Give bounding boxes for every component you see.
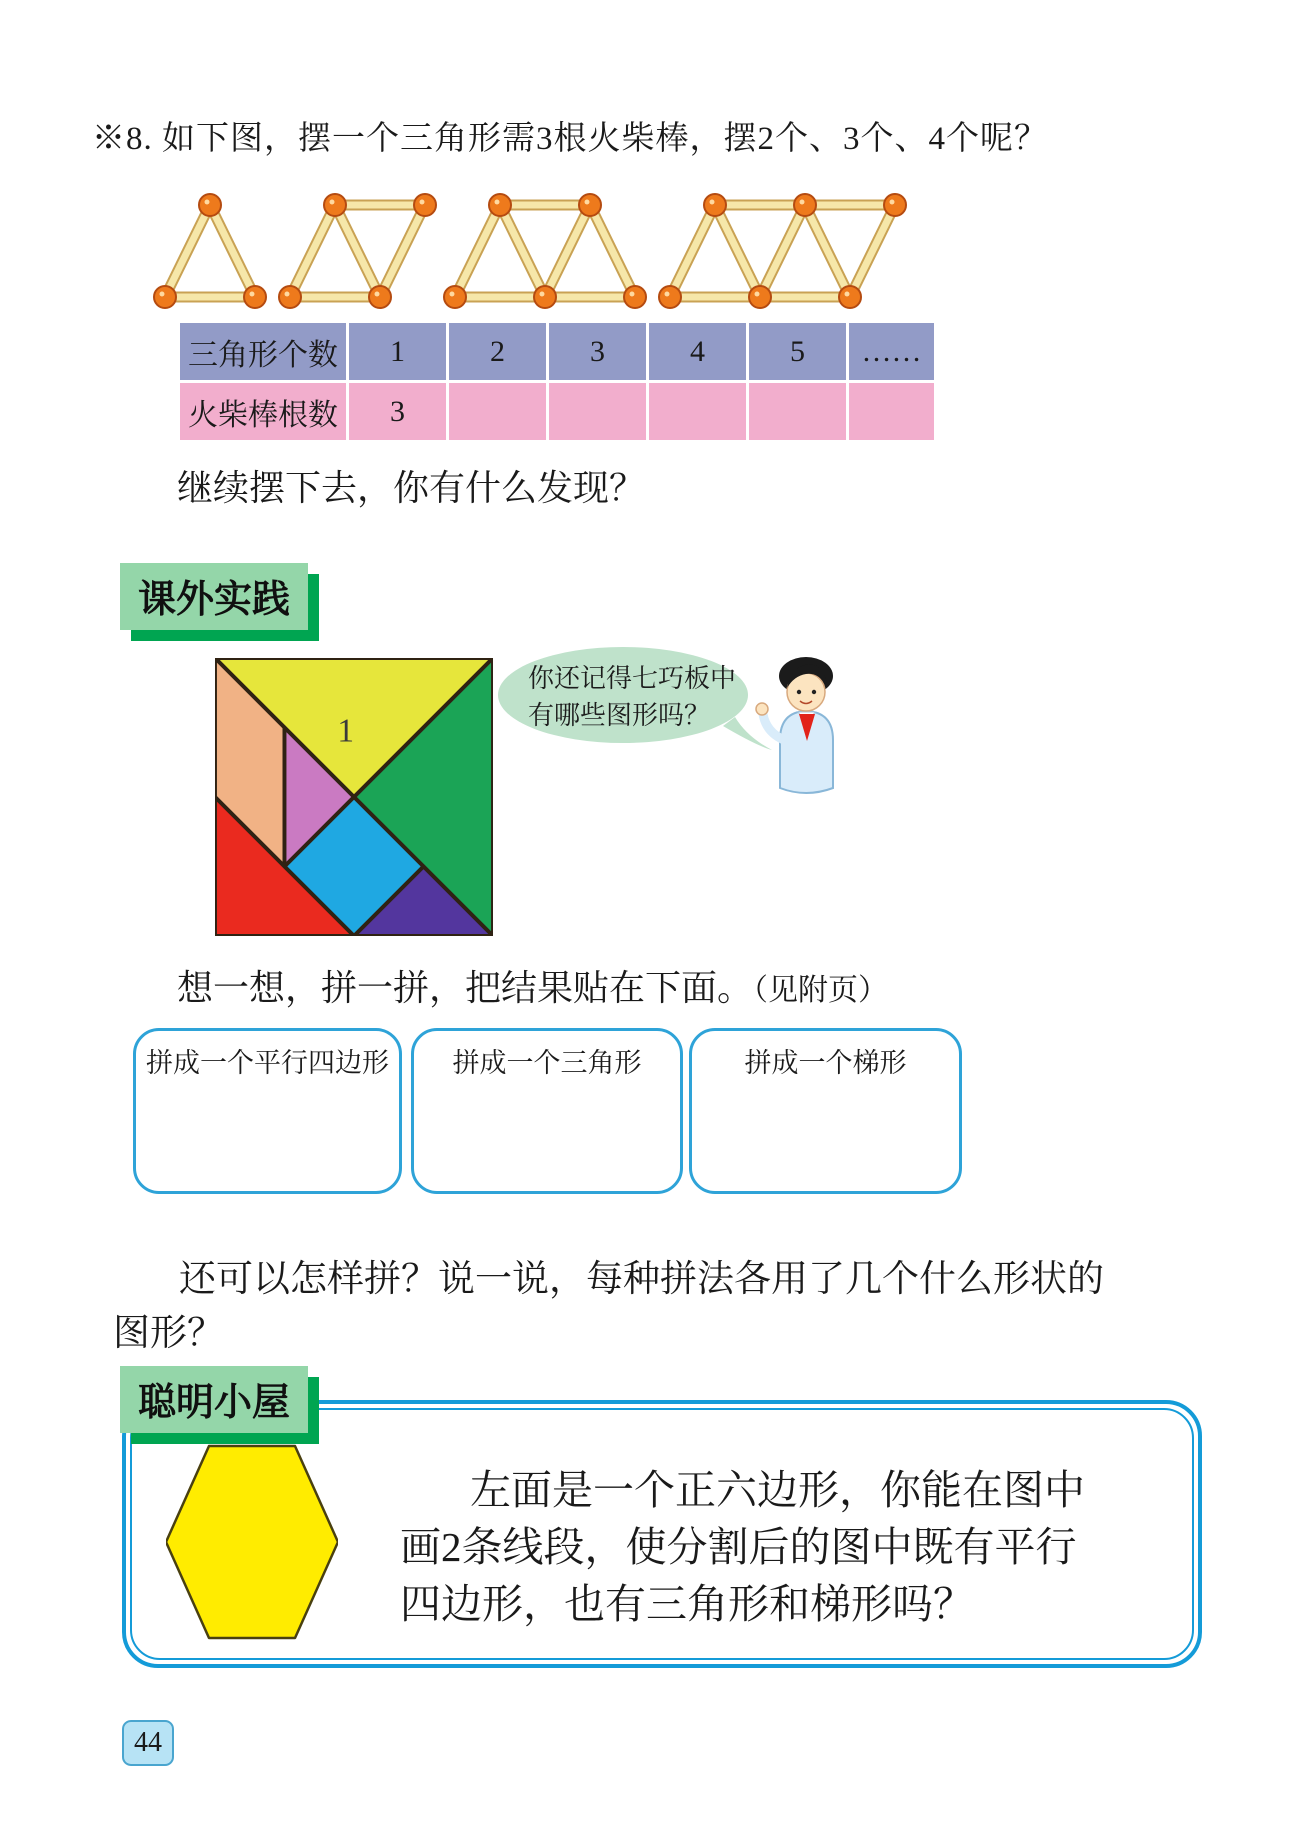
table-cell: 2 xyxy=(448,322,548,382)
paste-box-label: 拼成一个平行四边形 xyxy=(146,1048,389,1078)
table-cell xyxy=(548,382,648,442)
speech-bubble-line-2: 有哪些图形吗？ xyxy=(528,701,711,730)
matchstick-heads xyxy=(154,194,906,308)
table-row-header: 火柴棒根数 xyxy=(179,382,348,442)
paste-instruction xyxy=(177,960,888,1011)
smart-house-text xyxy=(400,1462,1085,1633)
matchstick-triangles-figure xyxy=(150,165,910,315)
page-number-badge: 44 xyxy=(122,1720,174,1766)
paste-box-trapezoid xyxy=(689,1028,962,1194)
paste-instruction-text: 想一想，拼一拼，把结果贴在下面。 xyxy=(177,968,754,1008)
table-cell xyxy=(648,382,748,442)
paste-instruction-note: （见附页） xyxy=(753,974,889,1007)
table-cell xyxy=(848,382,936,442)
practice-badge-label: 课外实践 xyxy=(120,563,308,630)
table-row-header: 三角形个数 xyxy=(179,322,348,382)
question-8-followup: 继续摆下去，你有什么发现？ xyxy=(177,468,646,508)
table-row-triangles xyxy=(179,322,936,382)
table-cell: 1 xyxy=(348,322,448,382)
table-cell: 3 xyxy=(348,382,448,442)
speech-bubble-line-1: 你还记得七巧板中 xyxy=(528,664,737,693)
smart-house-line-3: 四边形，也有三角形和梯形吗？ xyxy=(400,1581,974,1627)
table-row-matchsticks xyxy=(179,382,936,442)
paste-box-triangle xyxy=(411,1028,683,1194)
table-cell: …… xyxy=(848,322,936,382)
paste-box-label: 拼成一个梯形 xyxy=(744,1048,907,1078)
boy-eye-right xyxy=(812,690,816,694)
boy-hand xyxy=(756,703,768,715)
matchstick-bodies xyxy=(165,205,895,297)
speech-bubble-text xyxy=(528,660,736,734)
table-cell xyxy=(748,382,848,442)
paste-box-parallelogram xyxy=(133,1028,402,1194)
table-cell: 4 xyxy=(648,322,748,382)
tangram-piece-number-label: 1 xyxy=(337,712,355,750)
smart-house-badge-label: 聪明小屋 xyxy=(120,1366,308,1433)
tangram-figure xyxy=(215,658,493,936)
table-cell: 5 xyxy=(748,322,848,382)
hexagon-figure xyxy=(166,1444,338,1640)
table-cell xyxy=(448,382,548,442)
boy-eye-left xyxy=(797,690,801,694)
question-8-text: ※8. 如下图，摆一个三角形需3根火柴棒，摆2个、3个、4个呢？ xyxy=(92,121,1048,157)
triangle-matchstick-table xyxy=(177,320,937,443)
section-badge-smart-house xyxy=(120,1366,308,1433)
practice-question-line-2: 图形？ xyxy=(113,1313,224,1354)
boy-cartoon xyxy=(748,648,868,803)
section-badge-practice xyxy=(120,563,308,630)
practice-question-line-1: 还可以怎样拼？说一说，每种拼法各用了几个什么形状的 xyxy=(179,1259,1104,1300)
paste-box-label: 拼成一个三角形 xyxy=(452,1048,642,1078)
table-cell: 3 xyxy=(548,322,648,382)
smart-house-line-2: 画2条线段，使分割后的图中既有平行 xyxy=(400,1524,1077,1570)
regular-hexagon xyxy=(166,1446,338,1638)
smart-house-line-1: 左面是一个正六边形，你能在图中 xyxy=(470,1467,1085,1513)
